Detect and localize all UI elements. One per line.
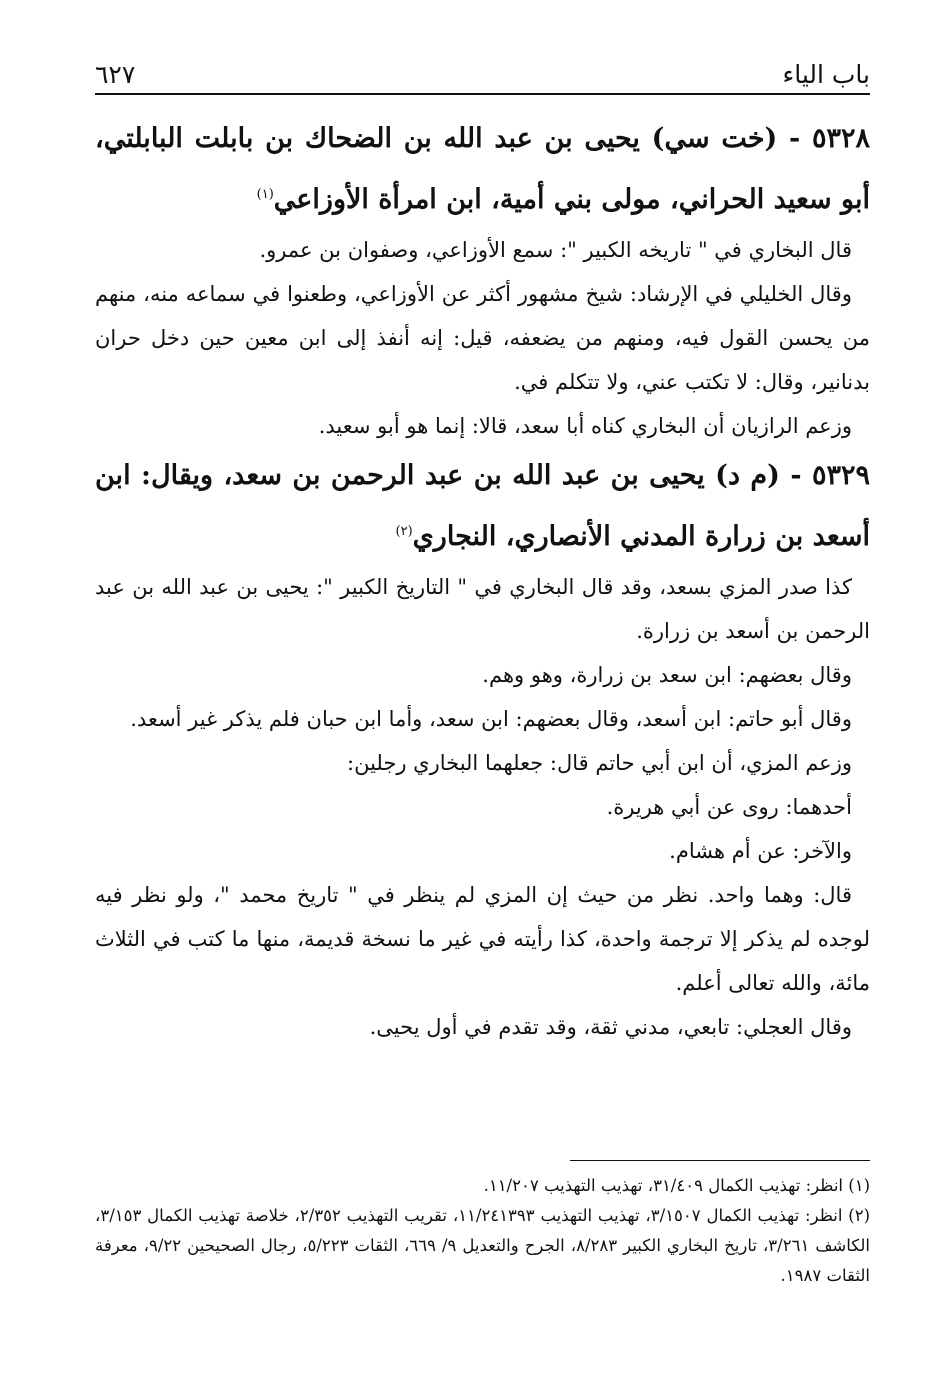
entry-title-5329: ٥٣٢٩ - (م د) يحيى بن عبد الله بن عبد الرحمن بن سعد، ويقال: ابن أسعد بن زرارة المدني الأنصاري، النجاري$^{(٢)}$ <box>95 460 870 552</box>
paragraph: كذا صدر المزي بسعد، وقد قال البخاري في " التاريخ الكبير ": يحيى بن عبد الله بن عبد الرحمن بن أسعد بن زرارة. <box>95 575 870 643</box>
paragraph: وزعم الرازيان أن البخاري كناه أبا سعد، قالا: إنما هو أبو سعيد. <box>318 414 852 438</box>
main-text <box>95 111 870 1049</box>
entry-title-5328: ٥٣٢٨ - (خت سي) يحيى بن عبد الله بن الضحاك بن بابلت البابلتي، أبو سعيد الحراني، مولى بني أمية، ابن امرأة الأوزاعي$^{(١)}$ <box>95 123 870 215</box>
chapter-title: باب الياء <box>782 60 870 89</box>
footnote-ref-1: (١) <box>256 187 274 202</box>
footnote-1: (١) انظر: تهذيب الكمال ٣١/٤٠٩، تهذيب التهذيب ١١/٢٠٧. <box>483 1176 870 1195</box>
paragraph: وزعم المزي، أن ابن أبي حاتم قال: جعلهما البخاري رجلين: <box>347 751 852 775</box>
book-page <box>95 60 870 1350</box>
paragraph: والآخر: عن أم هشام. <box>669 839 852 863</box>
paragraph: قال: وهما واحد. نظر من حيث إن المزي لم ينظر في " تاريخ محمد "، ولو نظر فيه لوجده لم يذكر إلا ترجمة واحدة، كذا رأيته في غير ما نسخة قديمة، منها ما كتب في الثلاث مائة، والله تعالى أعلم. <box>95 883 870 995</box>
paragraph: قال البخاري في " تاريخه الكبير ": سمع الأوزاعي، وصفوان بن عمرو. <box>259 238 852 262</box>
footnote-2: (٢) انظر: تهذيب الكمال ٣/١٥٠٧، تهذيب التهذيب ١١/٢٤١٣٩٣، تقريب التهذيب ٢/٣٥٢، خلاصة تهذيب الكمال ٣/١٥٣، الكاشف ٣/٢٦١، تاريخ البخاري الكبير ٨/٢٨٣، الجرح والتعديل ٩/ ٦٦٩، الثقات ٥/٢٢٣، رجال الصحيحين ٩/٢٢، معرفة الثقات ١٩٨٧. <box>95 1206 870 1285</box>
paragraph: وقال الخليلي في الإرشاد: شيخ مشهور أكثر عن الأوزاعي، وطعنوا في سماعه منه، منهم من يحسن القول فيه، ومنهم من يضعفه، قيل: إنه أنفذ إلى ابن معين حين دخل حران بدنانير، وقال: لا تكتب عني، ولا تتكلم في. <box>95 282 870 394</box>
page-number: ٦٢٧ <box>95 60 136 89</box>
paragraph: وقال العجلي: تابعي، مدني ثقة، وقد تقدم في أول يحيى. <box>369 1015 852 1039</box>
paragraph: أحدهما: روى عن أبي هريرة. <box>606 795 852 819</box>
running-header <box>95 60 870 95</box>
paragraph: وقال أبو حاتم: ابن أسعد، وقال بعضهم: ابن سعد، وأما ابن حبان فلم يذكر غير أسعد. <box>130 707 852 731</box>
footnotes <box>95 1160 870 1291</box>
footnote-divider <box>570 1160 870 1161</box>
paragraph: وقال بعضهم: ابن سعد بن زرارة، وهو وهم. <box>482 663 852 687</box>
footnote-ref-2: (٢) <box>395 524 413 539</box>
